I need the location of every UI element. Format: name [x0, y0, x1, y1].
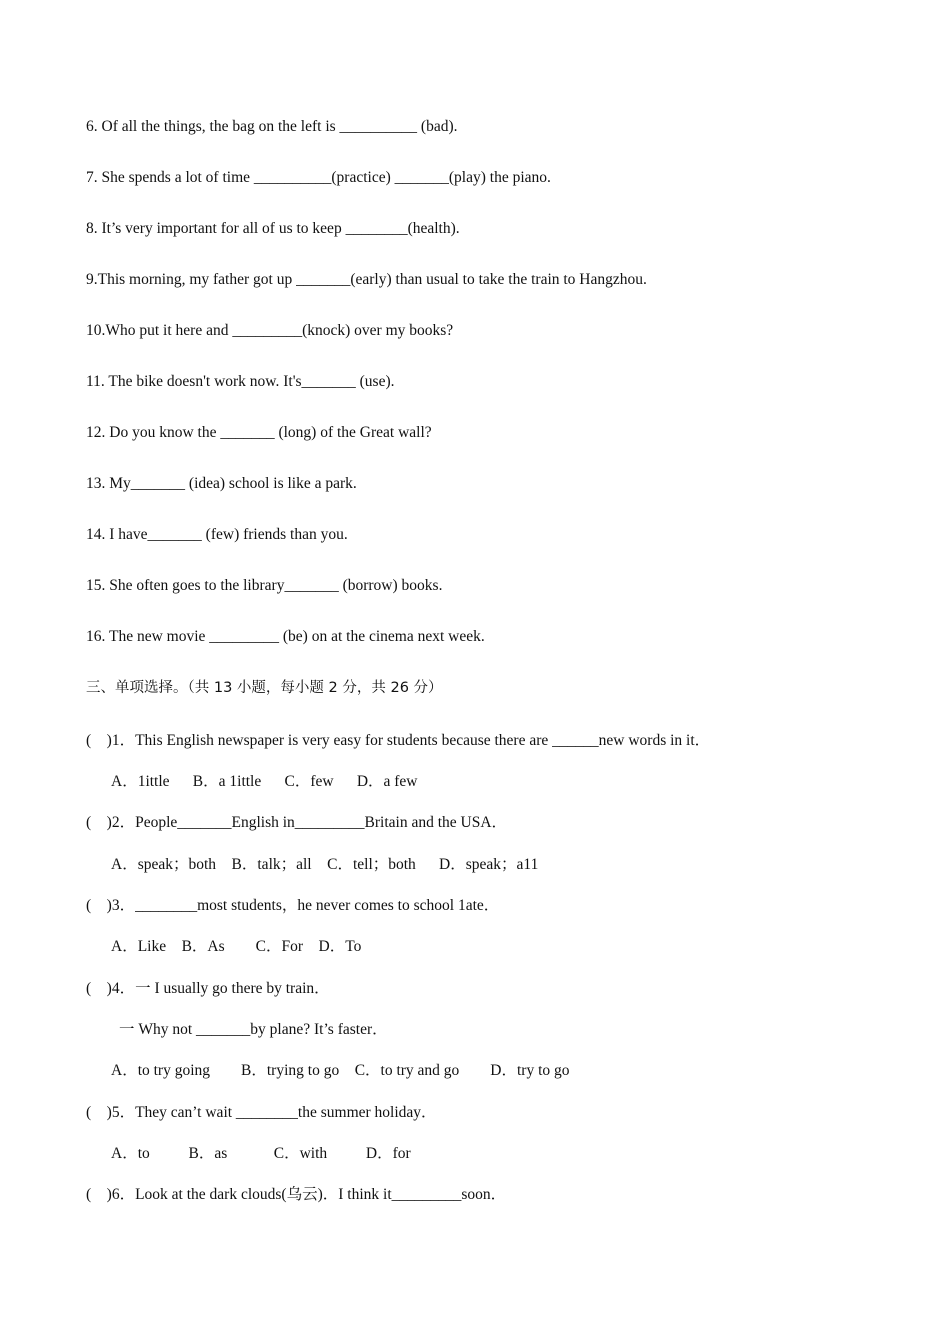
fill-in-question-7: 7. She spends a lot of time __________(practice) _______(play) the piano. — [86, 169, 551, 186]
mcq-question-4: ( )4．一 I usually go there by train． — [86, 980, 330, 997]
mcq-question-2-options: A．speak；both B．talk；all C．tell；both D．speak；a11 — [111, 856, 539, 873]
section-three-title: 三、单项选择。（共 13 小题，每小题 2 分，共 26 分） — [86, 680, 443, 696]
mcq-question-3-options: A．Like B．As C．For D．To — [111, 938, 362, 955]
mcq-question-3: ( )3．________most students，he never comes to school 1ate． — [86, 897, 500, 914]
fill-in-question-16: 16. The new movie _________ (be) on at the cinema next week. — [86, 628, 485, 645]
fill-in-question-8: 8. It’s very important for all of us to keep ________(health). — [86, 220, 460, 237]
mcq-question-1-options: A．1ittle B．a 1ittle C．few D．a few — [111, 773, 418, 790]
mcq-question-2: ( )2．People_______English in_________Britain and the USA． — [86, 814, 508, 831]
fill-in-question-14: 14. I have_______ (few) friends than you. — [86, 526, 348, 543]
mcq-question-6: ( )6．Look at the dark clouds(乌云)．I think it_________soon． — [86, 1186, 507, 1203]
mcq-question-5-options: A．to B．as C．with D．for — [111, 1145, 411, 1162]
mcq-question-5: ( )5．They can’t wait ________the summer holiday． — [86, 1104, 437, 1121]
mcq-question-4-reply: 一 Why not _______by plane? It’s faster． — [119, 1021, 388, 1038]
fill-in-question-6: 6. Of all the things, the bag on the left is __________ (bad). — [86, 118, 458, 135]
fill-in-question-9: 9.This morning, my father got up _______(early) than usual to take the train to Hangzhou. — [86, 271, 647, 288]
fill-in-question-15: 15. She often goes to the library_______ (borrow) books. — [86, 577, 443, 594]
fill-in-question-11: 11. The bike doesn't work now. It's_______ (use). — [86, 373, 395, 390]
mcq-question-1: ( )1．This English newspaper is very easy for students because there are ______new words in it． — [86, 732, 711, 749]
fill-in-question-13: 13. My_______ (idea) school is like a park. — [86, 475, 357, 492]
mcq-question-4-options: A．to try going B．trying to go C．to try and go D．try to go — [111, 1062, 570, 1079]
fill-in-question-10: 10.Who put it here and _________(knock) over my books? — [86, 322, 454, 339]
fill-in-question-12: 12. Do you know the _______ (long) of the Great wall? — [86, 424, 432, 441]
